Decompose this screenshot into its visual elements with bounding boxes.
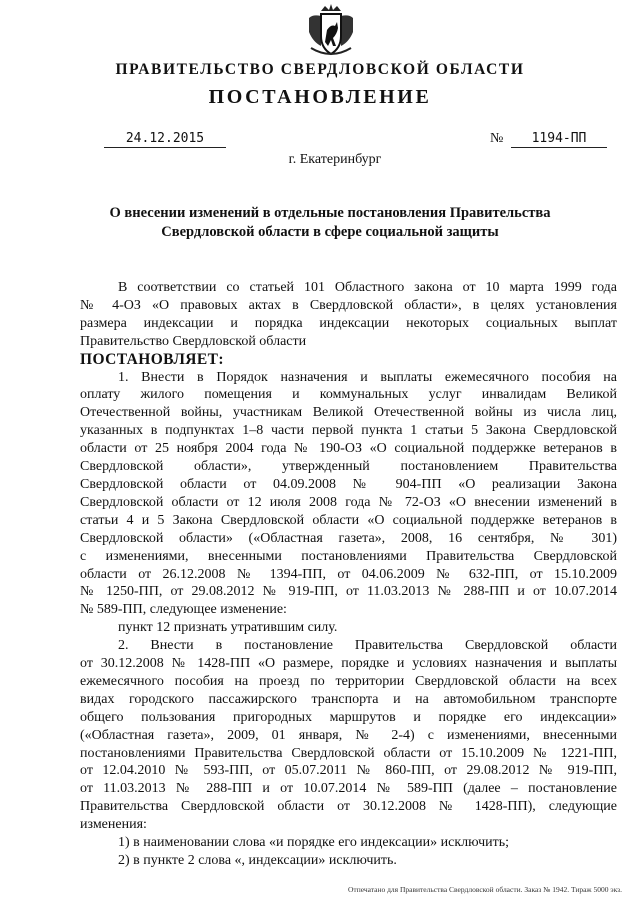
body-line: ежемесячного пособия на проезд по территории Свердловской области на всех (80, 673, 617, 689)
coat-of-arms-emblem-icon (303, 2, 359, 58)
body-line: видах городского пассажирского транспорта и на автомобильном транспорте (80, 691, 617, 707)
body-line: 2) в пункте 2 слова «, индексации» исключить. (118, 853, 397, 868)
body-line: 1) в наименовании слова «и порядке его индексации» исключить; (118, 835, 510, 851)
body-line: от 11.03.2013 № 288-ПП и от 10.07.2014 № 589-ПП (далее – постановление (80, 781, 617, 797)
document-date: 24.12.2015 (104, 131, 226, 148)
organization-name: ПРАВИТЕЛЬСТВО СВЕРДЛОВСКОЙ ОБЛАСТИ (115, 61, 525, 78)
body-line: области от 25 ноября 2004 года № 190-ОЗ «О социальной поддержке ветеранов в (80, 441, 617, 457)
body-line: от 12.04.2010 № 593-ПП, от 05.07.2011 № 860-ПП, от 29.08.2012 № 919-ПП, (80, 763, 617, 779)
document-title (90, 204, 570, 242)
body-line: от 30.12.2008 № 1428-ПП «О размере, порядке и условиях назначения и выплаты (80, 656, 617, 672)
body-line: с изменениями, внесенными постановлениями Правительства Свердловской (80, 548, 617, 564)
body-line: статьи 4 и 5 Закона Свердловской области «О социальной поддержке ветеранов в (80, 512, 617, 528)
title-line: Свердловской области в сфере социальной защиты (161, 224, 499, 240)
body-line: № 1250-ПП, от 29.08.2012 № 919-ПП, от 11.03.2013 № 288-ПП и от 10.07.2014 (80, 584, 617, 600)
body-line: Свердловской области от 12 июля 2008 года № 72-ОЗ «О внесении изменений в (80, 494, 617, 510)
body-line: оплату жилого помещения и коммунальных услуг инвалидам Великой (80, 387, 617, 403)
body-line: В соответствии со статьей 101 Областного закона от 10 марта 1999 года (118, 280, 617, 295)
city: г. Екатеринбург (288, 152, 382, 167)
body-line: пункт 12 признать утратившим силу. (118, 620, 338, 636)
body-line: Правительства Свердловской области от 30.12.2008 № 1428-ПП), следующие (80, 799, 617, 815)
document-number: 1194-ПП (511, 131, 607, 148)
body-line: 2. Внести в постановление Правительства Свердловской области (118, 638, 617, 654)
number-sign: № (490, 131, 504, 146)
body-line: постановлениями Правительства Свердловской области от 15.10.2009 № 1221-ПП, (80, 745, 617, 761)
body-line: Свердловской области от 04.09.2008 № 904-ПП «О реализации Закона (80, 476, 617, 492)
body-line: 1. Внести в Порядок назначения и выплаты ежемесячного пособия на (118, 369, 617, 385)
resolves-heading: ПОСТАНОВЛЯЕТ: (80, 350, 224, 368)
body-line: изменения: (80, 817, 147, 833)
body-line: указанных в подпунктах 1–8 части первой пункта 1 статьи 5 Закона Свердловской (80, 423, 617, 439)
print-note: Отпечатано для Правительства Свердловской области. Заказ № 1942. Тираж 5000 экз. (348, 885, 622, 894)
body-line: Правительство Свердловской области (80, 333, 307, 349)
body-line: № 589-ПП, следующее изменение: (80, 602, 287, 618)
body-line: Свердловской области» («Областная газета», 2008, 16 сентября, № 301) (80, 530, 617, 546)
body-line: общего пользования пригородных маршрутов и порядке его индексации» (80, 709, 617, 725)
body-line: («Областная газета», 2009, 01 января, № 2-4) с изменениями, внесенными (80, 727, 617, 743)
body-line: Отечественной войны, участникам Великой Отечественной войны из числа лиц, (80, 405, 617, 421)
body-line: размера индексации и порядка индексации некоторых социальных выплат (80, 315, 617, 331)
title-line: О внесении изменений в отдельные постановления Правительства (109, 205, 551, 221)
body-line: № 4-ОЗ «О правовых актах в Свердловской области», в целях установления (80, 297, 617, 313)
body-line: области от 26.12.2008 № 1394-ПП, от 04.06.2009 № 632-ПП, от 15.10.2009 (80, 566, 617, 582)
body-line: Свердловской области», утвержденный постановлением Правительства (80, 459, 617, 475)
document-body (80, 279, 617, 870)
document-type: ПОСТАНОВЛЕНИЕ (208, 86, 432, 108)
